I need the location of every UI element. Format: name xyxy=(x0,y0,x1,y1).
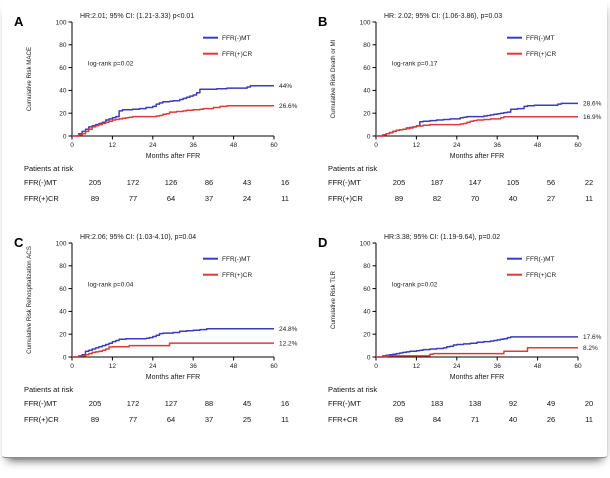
svg-text:0: 0 xyxy=(366,354,371,362)
risk-count: 89 xyxy=(394,415,404,424)
risk-count: 82 xyxy=(432,194,442,203)
risk-count: 11 xyxy=(585,415,593,424)
risk-count: 20 xyxy=(584,399,594,408)
risk-count: 26 xyxy=(546,415,556,424)
svg-text:0: 0 xyxy=(374,142,378,149)
svg-text:40: 40 xyxy=(59,87,67,95)
risk-count: 89 xyxy=(90,415,100,424)
risk-row-label: FFR(-)MT xyxy=(24,399,57,408)
risk-row xyxy=(24,399,304,408)
risk-row xyxy=(328,415,608,424)
risk-count: 16 xyxy=(280,178,290,187)
svg-text:8.2%: 8.2% xyxy=(583,344,598,352)
risk-row-counts xyxy=(76,194,304,203)
km-chart-mace xyxy=(22,10,312,162)
svg-text:0: 0 xyxy=(62,133,67,141)
risk-count: 88 xyxy=(204,399,214,408)
panel-b-death-mi xyxy=(312,6,610,227)
svg-text:26.6%: 26.6% xyxy=(279,102,298,110)
risk-count: 172 xyxy=(126,178,140,187)
svg-text:60: 60 xyxy=(270,142,278,149)
risk-count: 40 xyxy=(508,194,518,203)
svg-text:48: 48 xyxy=(533,363,542,370)
svg-text:60: 60 xyxy=(574,363,582,370)
svg-text:60: 60 xyxy=(59,64,67,72)
panel-a-mace xyxy=(8,6,312,227)
risk-count: 11 xyxy=(281,415,289,424)
svg-text:Cumulative Risk TLR: Cumulative Risk TLR xyxy=(330,271,337,329)
risk-count: 45 xyxy=(242,399,252,408)
svg-text:48: 48 xyxy=(229,363,238,370)
svg-text:Months after FFR: Months after FFR xyxy=(145,374,201,381)
km-chart-tlr xyxy=(326,231,610,383)
panel-letter: B xyxy=(318,14,328,29)
svg-text:0: 0 xyxy=(374,363,378,370)
risk-count: 86 xyxy=(204,178,214,187)
svg-text:20: 20 xyxy=(363,331,371,339)
risk-row-counts xyxy=(76,415,304,424)
svg-text:FFR(+)CR: FFR(+)CR xyxy=(222,51,253,58)
panel-d-tlr xyxy=(312,227,610,448)
risk-row-counts xyxy=(380,194,608,203)
svg-text:FFR(-)MT: FFR(-)MT xyxy=(526,35,555,42)
svg-text:HR:3.38; 95% CI: (1.19-9.64),: HR:3.38; 95% CI: (1.19-9.64), p=0.02 xyxy=(384,234,501,241)
svg-text:12.2%: 12.2% xyxy=(279,340,298,348)
svg-text:36: 36 xyxy=(189,363,197,370)
svg-text:44%: 44% xyxy=(279,83,293,91)
panel-letter: C xyxy=(14,235,24,250)
svg-text:60: 60 xyxy=(363,285,371,293)
risk-count: 89 xyxy=(90,194,100,203)
risk-count: 105 xyxy=(506,178,520,187)
svg-text:HR:2.06; 95% CI: (1.03-4.10),: HR:2.06; 95% CI: (1.03-4.10), p=0.04 xyxy=(80,234,197,241)
risk-count: 205 xyxy=(392,399,406,408)
svg-text:20: 20 xyxy=(59,110,67,118)
panels-grid xyxy=(2,0,607,448)
svg-text:Cumulative Risk MACE: Cumulative Risk MACE xyxy=(26,46,33,112)
risk-row xyxy=(24,415,304,424)
risk-row-counts xyxy=(76,178,304,187)
risk-row-counts xyxy=(380,399,608,408)
svg-text:100: 100 xyxy=(55,240,67,248)
risk-count: 172 xyxy=(126,399,140,408)
risk-row-counts xyxy=(380,415,608,424)
risk-table-header: Patients at risk xyxy=(24,385,74,394)
patients-at-risk-table xyxy=(24,385,304,424)
svg-text:24: 24 xyxy=(149,142,157,149)
svg-text:HR: 2.02; 95% CI: (1.06-3.86),: HR: 2.02; 95% CI: (1.06-3.86), p=0.03 xyxy=(384,13,503,20)
risk-count: 64 xyxy=(166,194,176,203)
risk-count: 49 xyxy=(546,399,556,408)
svg-text:12: 12 xyxy=(108,363,117,370)
svg-text:80: 80 xyxy=(363,263,371,271)
risk-count: 205 xyxy=(392,178,406,187)
svg-text:Months after FFR: Months after FFR xyxy=(449,153,505,160)
svg-text:20: 20 xyxy=(59,331,67,339)
risk-row-label: FFR(+)CR xyxy=(24,415,59,424)
svg-text:Months after FFR: Months after FFR xyxy=(449,374,505,381)
panel-letter: D xyxy=(318,235,328,250)
svg-text:20: 20 xyxy=(363,110,371,118)
risk-count: 77 xyxy=(128,194,138,203)
risk-count: 84 xyxy=(432,415,442,424)
svg-text:28.6%: 28.6% xyxy=(583,100,602,108)
svg-text:12: 12 xyxy=(412,142,421,149)
risk-count: 183 xyxy=(430,399,444,408)
km-chart-death-mi xyxy=(326,10,610,162)
svg-text:Cumulative Risk Death or MI: Cumulative Risk Death or MI xyxy=(330,39,337,119)
figure-card xyxy=(2,0,607,458)
risk-count: 126 xyxy=(164,178,178,187)
svg-text:60: 60 xyxy=(59,285,67,293)
risk-row-label: FFR(-)MT xyxy=(328,399,361,408)
svg-text:36: 36 xyxy=(493,142,501,149)
svg-text:36: 36 xyxy=(189,142,197,149)
svg-text:12: 12 xyxy=(108,142,117,149)
svg-text:log-rank p=0.02: log-rank p=0.02 xyxy=(88,60,134,68)
risk-row xyxy=(328,399,608,408)
risk-count: 56 xyxy=(546,178,556,187)
risk-count: 37 xyxy=(204,415,214,424)
svg-text:80: 80 xyxy=(59,42,67,50)
svg-text:FFR(+)CR: FFR(+)CR xyxy=(526,51,557,58)
svg-text:FFR(-)MT: FFR(-)MT xyxy=(222,35,251,42)
svg-text:36: 36 xyxy=(493,363,501,370)
svg-text:log-rank p=0.17: log-rank p=0.17 xyxy=(392,60,438,68)
risk-count: 89 xyxy=(394,194,404,203)
risk-row xyxy=(24,194,304,203)
risk-count: 11 xyxy=(585,194,593,203)
risk-count: 16 xyxy=(280,399,290,408)
svg-text:HR:2.01; 95% CI: (1.21-3.33) p: HR:2.01; 95% CI: (1.21-3.33) p<0.01 xyxy=(80,13,195,20)
svg-text:80: 80 xyxy=(59,263,67,271)
risk-row-label: FFR(+)CR xyxy=(328,194,363,203)
patients-at-risk-table xyxy=(328,164,608,203)
panel-c-rehospitalization xyxy=(8,227,312,448)
risk-table-header: Patients at risk xyxy=(24,164,74,173)
risk-count: 22 xyxy=(584,178,594,187)
patients-at-risk-table xyxy=(328,385,608,424)
svg-text:24: 24 xyxy=(453,142,461,149)
svg-text:100: 100 xyxy=(359,240,371,248)
risk-count: 71 xyxy=(470,415,480,424)
svg-text:Months after FFR: Months after FFR xyxy=(145,153,201,160)
risk-count: 43 xyxy=(242,178,252,187)
risk-count: 24 xyxy=(242,194,252,203)
risk-count: 205 xyxy=(88,399,102,408)
risk-count: 205 xyxy=(88,178,102,187)
svg-text:0: 0 xyxy=(366,133,371,141)
svg-text:24: 24 xyxy=(149,363,157,370)
svg-text:40: 40 xyxy=(363,308,371,316)
km-chart-rehosp-acs xyxy=(22,231,312,383)
svg-text:80: 80 xyxy=(363,42,371,50)
svg-text:16.9%: 16.9% xyxy=(583,114,602,122)
risk-count: 127 xyxy=(164,399,178,408)
risk-count: 187 xyxy=(430,178,444,187)
svg-text:0: 0 xyxy=(62,354,67,362)
risk-count: 25 xyxy=(242,415,252,424)
risk-table-header: Patients at risk xyxy=(328,164,378,173)
svg-text:0: 0 xyxy=(70,142,74,149)
svg-text:FFR(-)MT: FFR(-)MT xyxy=(526,256,555,263)
svg-text:17.6%: 17.6% xyxy=(583,334,602,342)
svg-text:24: 24 xyxy=(453,363,461,370)
risk-row-label: FFR(-)MT xyxy=(328,178,361,187)
risk-row xyxy=(328,194,608,203)
risk-count: 11 xyxy=(281,194,289,203)
svg-text:log-rank p=0.04: log-rank p=0.04 xyxy=(88,281,134,289)
svg-text:12: 12 xyxy=(412,363,421,370)
svg-text:100: 100 xyxy=(55,19,67,27)
svg-text:100: 100 xyxy=(359,19,371,27)
svg-text:60: 60 xyxy=(363,64,371,72)
svg-text:FFR(-)MT: FFR(-)MT xyxy=(222,256,251,263)
risk-count: 27 xyxy=(546,194,556,203)
svg-text:48: 48 xyxy=(229,142,238,149)
svg-text:0: 0 xyxy=(70,363,74,370)
risk-row-label: FFR(+)CR xyxy=(24,194,59,203)
svg-text:60: 60 xyxy=(270,363,278,370)
svg-text:60: 60 xyxy=(574,142,582,149)
risk-count: 40 xyxy=(508,415,518,424)
risk-count: 138 xyxy=(468,399,482,408)
risk-row xyxy=(328,178,608,187)
svg-text:40: 40 xyxy=(363,87,371,95)
risk-count: 70 xyxy=(470,194,480,203)
risk-row-label: FFR+CR xyxy=(328,415,358,424)
risk-row-counts xyxy=(76,399,304,408)
risk-table-header: Patients at risk xyxy=(328,385,378,394)
risk-count: 77 xyxy=(128,415,138,424)
svg-text:40: 40 xyxy=(59,308,67,316)
risk-count: 147 xyxy=(468,178,482,187)
risk-row-counts xyxy=(380,178,608,187)
risk-row xyxy=(24,178,304,187)
svg-text:FFR(+)CR: FFR(+)CR xyxy=(526,272,557,279)
risk-count: 37 xyxy=(204,194,214,203)
panel-letter: A xyxy=(14,14,24,29)
svg-text:log-rank p=0.02: log-rank p=0.02 xyxy=(392,281,438,289)
patients-at-risk-table xyxy=(24,164,304,203)
risk-row-label: FFR(-)MT xyxy=(24,178,57,187)
risk-count: 92 xyxy=(508,399,518,408)
svg-text:Cumulative Risk Rehospitalizat: Cumulative Risk Rehospitalization ACS xyxy=(26,246,33,354)
svg-text:FFR(+)CR: FFR(+)CR xyxy=(222,272,253,279)
svg-text:48: 48 xyxy=(533,142,542,149)
svg-text:24.8%: 24.8% xyxy=(279,326,298,334)
risk-count: 64 xyxy=(166,415,176,424)
